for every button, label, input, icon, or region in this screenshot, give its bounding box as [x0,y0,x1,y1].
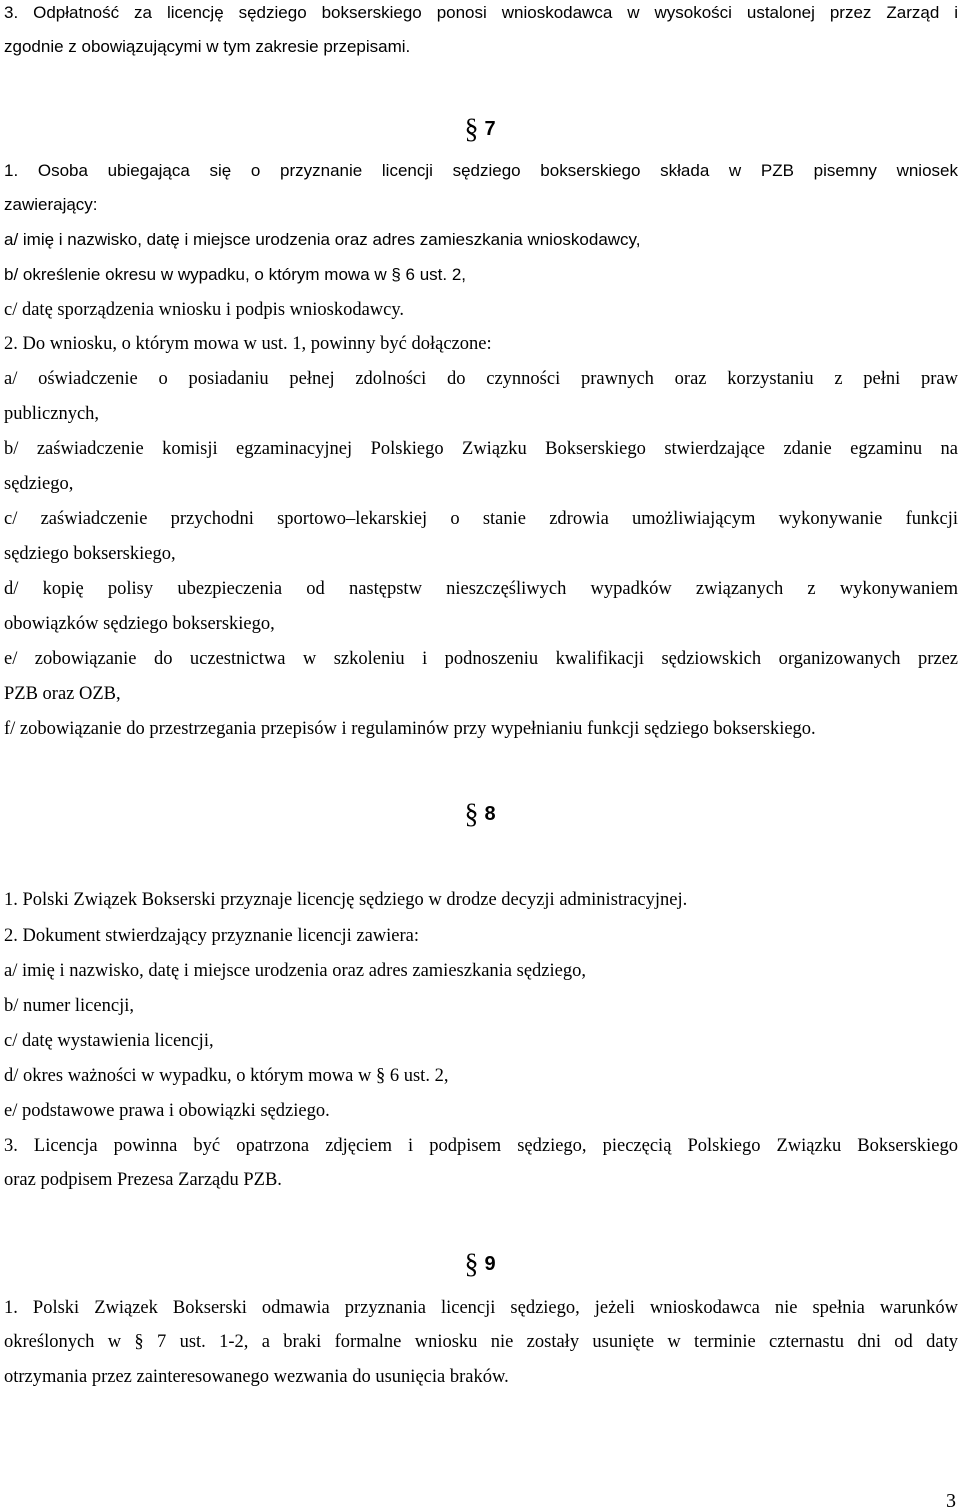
paragraph-line: 1. Osoba ubiegająca się o przyznanie licencji sędziego bokserskiego składa w PZB pisemny wniosek [4,161,958,180]
list-item: e/ podstawowe prawa i obowiązki sędziego. [4,1101,330,1121]
paragraph-line: zgodnie z obowiązującymi w tym zakresie przepisami. [4,37,411,56]
section-symbol: § [464,114,479,145]
paragraph-line: 2. Dokument stwierdzający przyznanie licencji zawiera: [4,926,420,946]
paragraph-line: 1. Polski Związek Bokserski odmawia przyznania licencji sędziego, jeżeli wnioskodawca nie spełnia warunków [4,1298,958,1318]
list-item: e/ zobowiązanie do uczestnictwa w szkoleniu i podnoszeniu kwalifikacji sędziowskich organizowanych przez [4,649,958,669]
list-item: a/ oświadczenie o posiadaniu pełnej zdolności do czynności prawnych oraz korzystaniu z pełni praw [4,369,958,389]
list-item: f/ zobowiązanie do przestrzegania przepisów i regulaminów przy wypełnianiu funkcji sędziego bokserskiego. [4,719,816,739]
list-item: c/ zaświadczenie przychodni sportowo–lekarskiej o stanie zdrowia umożliwiającym wykonywanie funkcji [4,509,958,529]
paragraph-line: oraz podpisem Prezesa Zarządu PZB. [4,1170,282,1190]
paragraph-line: 3. Licencja powinna być opatrzona zdjęciem i podpisem sędziego, pieczęcią Polskiego Związku Bokserskiego [4,1136,958,1156]
section-number: 8 [484,803,496,825]
list-item: d/ okres ważności w wypadku, o którym mowa w § 6 ust. 2, [4,1066,449,1086]
list-item: b/ zaświadczenie komisji egzaminacyjnej Polskiego Związku Bokserskiego stwierdzające zdanie egzaminu na [4,439,958,459]
paragraph-line: 3. Odpłatność za licencję sędziego bokserskiego ponosi wnioskodawca w wysokości ustalonej przez Zarząd i [4,3,958,22]
list-item: publicznych, [4,404,100,424]
section-number: 9 [484,1253,496,1275]
list-item: obowiązków sędziego bokserskiego, [4,614,275,634]
paragraph-line: określonych w § 7 ust. 1-2, a braki formalne wniosku nie zostały usunięte w terminie czternastu dni od daty [4,1332,958,1352]
paragraph-line: zawierający: [4,195,98,214]
list-item: sędziego bokserskiego, [4,544,176,564]
list-item: c/ datę sporządzenia wniosku i podpis wnioskodawcy. [4,300,405,320]
section-heading-9 [0,1250,960,1279]
list-item: PZB oraz OZB, [4,684,121,704]
list-item: a/ imię i nazwisko, datę i miejsce urodzenia oraz adres zamieszkania sędziego, [4,961,586,981]
section-heading-7 [0,115,960,144]
list-item: b/ numer licencji, [4,996,134,1016]
paragraph-line: 2. Do wniosku, o którym mowa w ust. 1, powinny być dołączone: [4,334,492,354]
paragraph-line: 1. Polski Związek Bokserski przyznaje licencję sędziego w drodze decyzji administracyjnej. [4,890,688,910]
section-heading-8 [0,800,960,829]
list-item: a/ imię i nazwisko, datę i miejsce urodzenia oraz adres zamieszkania wnioskodawcy, [4,230,641,249]
section-symbol: § [464,1249,479,1280]
list-item: b/ określenie okresu w wypadku, o którym mowa w § 6 ust. 2, [4,265,467,284]
section-symbol: § [464,799,479,830]
list-item: d/ kopię polisy ubezpieczenia od następstw nieszczęśliwych wypadków związanych z wykonywaniem [4,579,958,599]
page-number: 3 [946,1490,956,1512]
list-item: sędziego, [4,474,74,494]
section-number: 7 [484,118,496,140]
list-item: c/ datę wystawienia licencji, [4,1031,214,1051]
paragraph-line: otrzymania przez zainteresowanego wezwania do usunięcia braków. [4,1367,509,1387]
